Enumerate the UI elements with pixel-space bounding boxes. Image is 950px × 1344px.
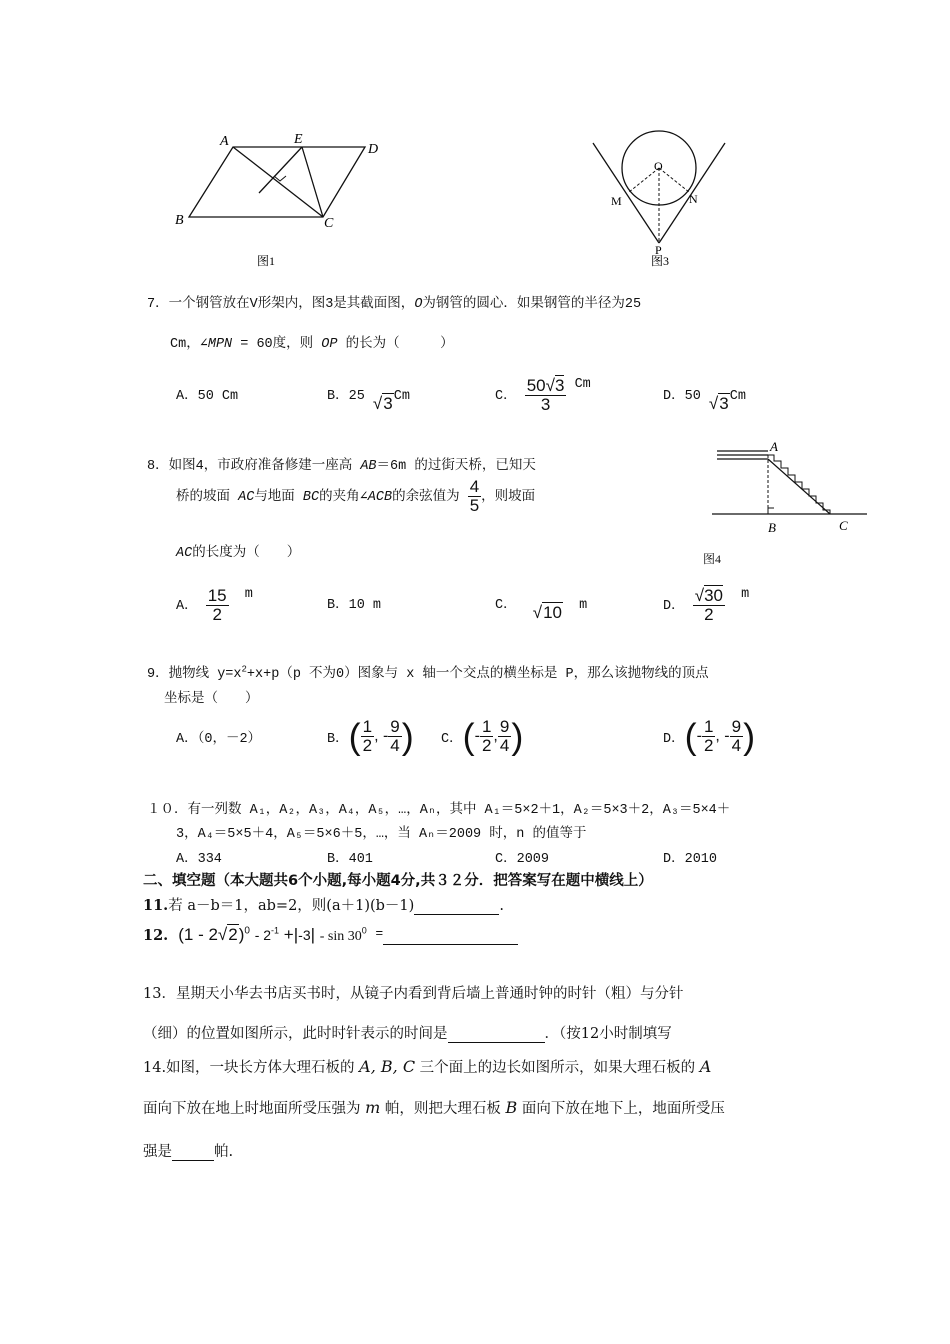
q8-line3 [176,540,300,561]
q7-option-c [495,377,591,414]
q9-c-frac2 [498,718,511,755]
q10-line1: １０．有一列数 A₁，A₂，A₃，A₄，A₅，…，Aₙ，其中 A₁＝5×2＋1，A₂＝5×3＋2，A₃＝5×4＋ [147,803,731,818]
q14-text-1a: 14.如图，一块长方体大理石板的 [143,1060,360,1076]
q8-var-AB: AB [360,459,377,474]
figure-1 [165,125,405,275]
q12 [143,925,518,945]
q12-label: 12. [143,927,169,944]
q7-d-radicand: 3 [719,394,729,413]
q10-line2: 3，A₄＝5×5＋4，A₅＝5×6＋5，…，当 Aₙ＝2009 时，n 的值等于 [176,827,587,842]
q8-cos-frac [468,478,481,515]
q8-text-1b: ＝6m 的过街天桥，已知天 [376,459,536,474]
q9-b-n1: 1 [362,717,373,736]
q9-line2: 坐标是（ ） [164,692,259,707]
fig3-label-P: P [655,243,662,257]
q9-sup: 2 [241,664,247,675]
q7-option-b [327,383,410,413]
q8-d-radicand: 30 [704,586,723,605]
q9-d-d1: 2 [703,735,714,755]
q7-var-OP: OP [321,337,338,352]
q9-text-1a: 9．抛物线 y=x [147,667,242,682]
fig1-label-B: B [175,213,184,228]
q13-answer-blank[interactable] [448,1028,545,1043]
fig3-label-O: O [654,159,663,173]
q9-text-1b: +x+p（p 不为0）图象与 x 轴一个交点的横坐标是 P，那么该抛物线的顶点 [246,667,709,682]
q9-b-pre: B． [327,731,349,747]
q12-plus: + [283,925,294,944]
q14-text-2b: 帕，则把大理石板 [380,1101,506,1117]
q8-option-a [176,587,253,624]
q14-text-1b: 三个面上的边长如图所示，如果大理石板的 [415,1060,700,1076]
q7-text-2a: Cm，∠ [170,337,208,352]
q9-b-rparen: ) [401,715,414,757]
q9-c-lparen: ( [462,715,475,757]
q8-a-den: 2 [212,604,222,624]
q12-abs-right: | [310,925,316,944]
q12-eq: = [375,925,384,940]
q8-var-AC: AC [238,489,255,505]
q12-deg: 0 [361,925,367,936]
q8-c-pre: C． [495,598,517,613]
q12-sin: - sin 30 [319,929,362,944]
q7-d-pre: D．50 [663,389,701,404]
q9-c-pre: C． [441,731,463,747]
q8-c-sqrt: √10 [532,603,562,622]
q14-text-3b: 帕. [214,1144,234,1160]
q8-var-BC: BC [302,489,320,505]
q9-d-sep: , - [715,727,730,745]
q14-line3 [143,1140,233,1161]
q9-b-d1: 2 [362,735,373,755]
q8-d-den: 2 [704,604,714,624]
q9-c-d2: 4 [499,735,510,755]
fig4-label-C: C [839,518,848,533]
q7-b-pre: B．25 [327,389,365,404]
q7-text-2b: = 60度，则 [232,337,322,352]
q9-d-d2: 4 [731,735,742,755]
q8-text-2a: 桥的坡面 [176,489,239,505]
q7-c-num: 50 [526,376,546,395]
q12-sqrt: √2 [217,925,238,944]
q14-var-m: m [365,1098,381,1117]
q7-c-den: 3 [540,394,551,414]
q9-option-c [441,715,524,757]
q11-text: 若 a－b＝1，ab=2，则(a＋1)(b－1) [168,898,415,914]
q8-line1 [147,453,536,474]
q7-var-MPN: MPN [207,337,233,352]
q8-c-unit: m [579,598,588,613]
q8-d-unit: m [741,587,750,602]
q9-option-d [663,715,756,757]
q14-text-3a: 强是 [143,1144,172,1160]
q8-option-d [663,587,749,624]
q9-d-lparen: ( [684,715,697,757]
fig1-label-C: C [324,216,334,231]
q9-d-frac2 [730,718,743,755]
q9-c-rparen: ) [511,715,524,757]
q14-answer-blank[interactable] [172,1146,214,1161]
q13-text-2b: ．（按12小时制填写 [544,1026,672,1042]
q8-d-frac: $\frac{√30}{2}$ [694,586,723,624]
fig3-caption: 图3 [651,254,670,268]
q9-c-sep: , [493,727,498,745]
q12-close: ) [238,925,245,944]
q8-a-num: 15 [207,586,227,605]
q7-option-a: A．50 Cm [176,389,239,404]
q9-c-frac1 [480,718,493,755]
q10-option-a: A．334 [176,852,222,867]
q11 [143,894,504,915]
q8-text-2e: ，则坡面 [481,489,536,505]
q7-option-d [663,383,746,413]
q9-b-d2: 4 [390,735,400,755]
q7-var-O: O [414,297,423,312]
q9-option-b [327,715,414,757]
q8-text-3b: 的长度为（ ） [192,546,301,561]
q8-a-frac [206,587,229,624]
q12-radicand: 2 [228,925,238,944]
q7-c-frac: $\frac{50√3}{3}$ [526,376,565,414]
q8-text-2b: 与地面 [254,489,303,505]
q13-line2 [143,1022,672,1043]
q9-option-a: A．（0，－2） [176,732,262,747]
q12-expm1: -1 [271,925,280,936]
fig1-label-E: E [294,132,303,147]
q8-text-1a: 8．如图4，市政府准备修建一座高 [147,459,361,474]
fig4-label-B: B [768,520,776,535]
q8-var-ACB: ACB [367,489,393,505]
section-2-heading: 二、填空题（本大题共6个小题,每小题4分,共３２分．把答案写在题中横线上） [143,873,653,889]
fig4-caption-text: 图4 [703,552,722,566]
q14-var-ABC: A, B, C [359,1057,416,1076]
q14-var-B: B [505,1098,518,1117]
q14-line2 [143,1097,725,1118]
q9-d-n1: 1 [703,717,714,736]
q7-text-1b: 为钢管的圆心．如果钢管的半径为25 [422,297,642,312]
q12-open: (1 - 2 [178,925,218,944]
q8-option-b: B．10 m [327,598,382,613]
q10-option-c: C．2009 [495,852,550,867]
q8-cos-den: 5 [469,495,480,515]
q14-line1 [143,1056,711,1077]
q8-text-2c: 的夹角∠ [319,489,368,505]
q14-text-2c: 面向下放在地下上，地面所受压 [517,1101,725,1117]
q8-option-c [495,592,588,622]
q12-abs: -3 [298,927,311,943]
q13-line1: 13．星期天小华去书店买书时，从镜子内看到背后墙上普通时钟的时针（粗）与分针 [143,986,684,1002]
q7-text-1a: 7．一个钢管放在V形架内，图3是其截面图， [147,297,415,312]
q8-a-pre: A． [176,598,198,614]
fig4-label-A: A [770,439,778,454]
q9-b-sep: , - [374,727,389,745]
q9-d-sign: - [696,727,702,745]
fig1-label-A: A [220,134,229,149]
q12-exp0: 0 [244,925,250,937]
q14-var-A: A [699,1057,712,1076]
q9-d-rparen: ) [743,715,756,757]
q12-minus2: - 2 [254,927,272,943]
fig3-label-M: M [611,194,622,208]
q8-cos-num: 4 [469,477,480,496]
fig1-label-D: D [368,142,379,157]
q9-b-frac1 [361,718,374,755]
q7-b-radicand: 3 [383,394,393,413]
q11-answer-blank[interactable] [414,900,499,915]
fig1-caption: 图1 [257,254,276,268]
q9-c-d1: 2 [481,735,492,755]
q7-text-2c: 的长为（ ） [337,337,454,352]
q8-a-unit: m [244,587,253,602]
q11-end: . [499,898,504,914]
q9-b-frac2 [388,718,401,755]
q8-c-radicand: 10 [543,603,562,622]
q12-abs-left: | [293,925,299,944]
q10-option-b: B．401 [327,852,373,867]
q9-d-pre: D． [663,731,685,747]
q7-d-sqrt: √3 [708,394,729,413]
q9-b-n2: 9 [390,717,400,736]
q8-text-2d: 的余弦值为 [392,489,460,505]
q7-b-unit: Cm [393,389,410,404]
q12-answer-blank[interactable] [383,932,518,945]
q9-line1 [147,661,709,682]
q9-d-frac1 [702,718,715,755]
q8-line2 [176,478,535,515]
q7-line1 [147,291,641,312]
q7-b-sqrt: √3 [372,394,393,413]
fig3-label-N: N [689,192,698,206]
q9-b-lparen: ( [348,715,361,757]
q9-c-sign: - [474,727,480,745]
figure-4 [712,438,872,570]
q11-label: 11. [143,897,169,914]
q14-text-2a: 面向下放在地上时地面所受压强为 [143,1101,366,1117]
q7-c-unit: Cm [574,377,591,392]
q9-c-n2: 9 [499,717,510,736]
figure-3 [585,125,745,275]
q7-d-unit: Cm [729,389,746,404]
q7-c-radicand: 3 [554,376,565,395]
q7-c-pre: C． [495,388,517,404]
q10-option-d: D．2010 [663,852,718,867]
q8-var-AC-2: AC [176,546,193,561]
q9-c-n1: 1 [481,717,492,736]
q13-text-2a: （细）的位置如图所示，此时时针表示的时间是 [143,1026,448,1042]
q7-line2 [170,331,454,352]
q9-d-n2: 9 [731,717,742,736]
q8-d-pre: D． [663,598,685,614]
